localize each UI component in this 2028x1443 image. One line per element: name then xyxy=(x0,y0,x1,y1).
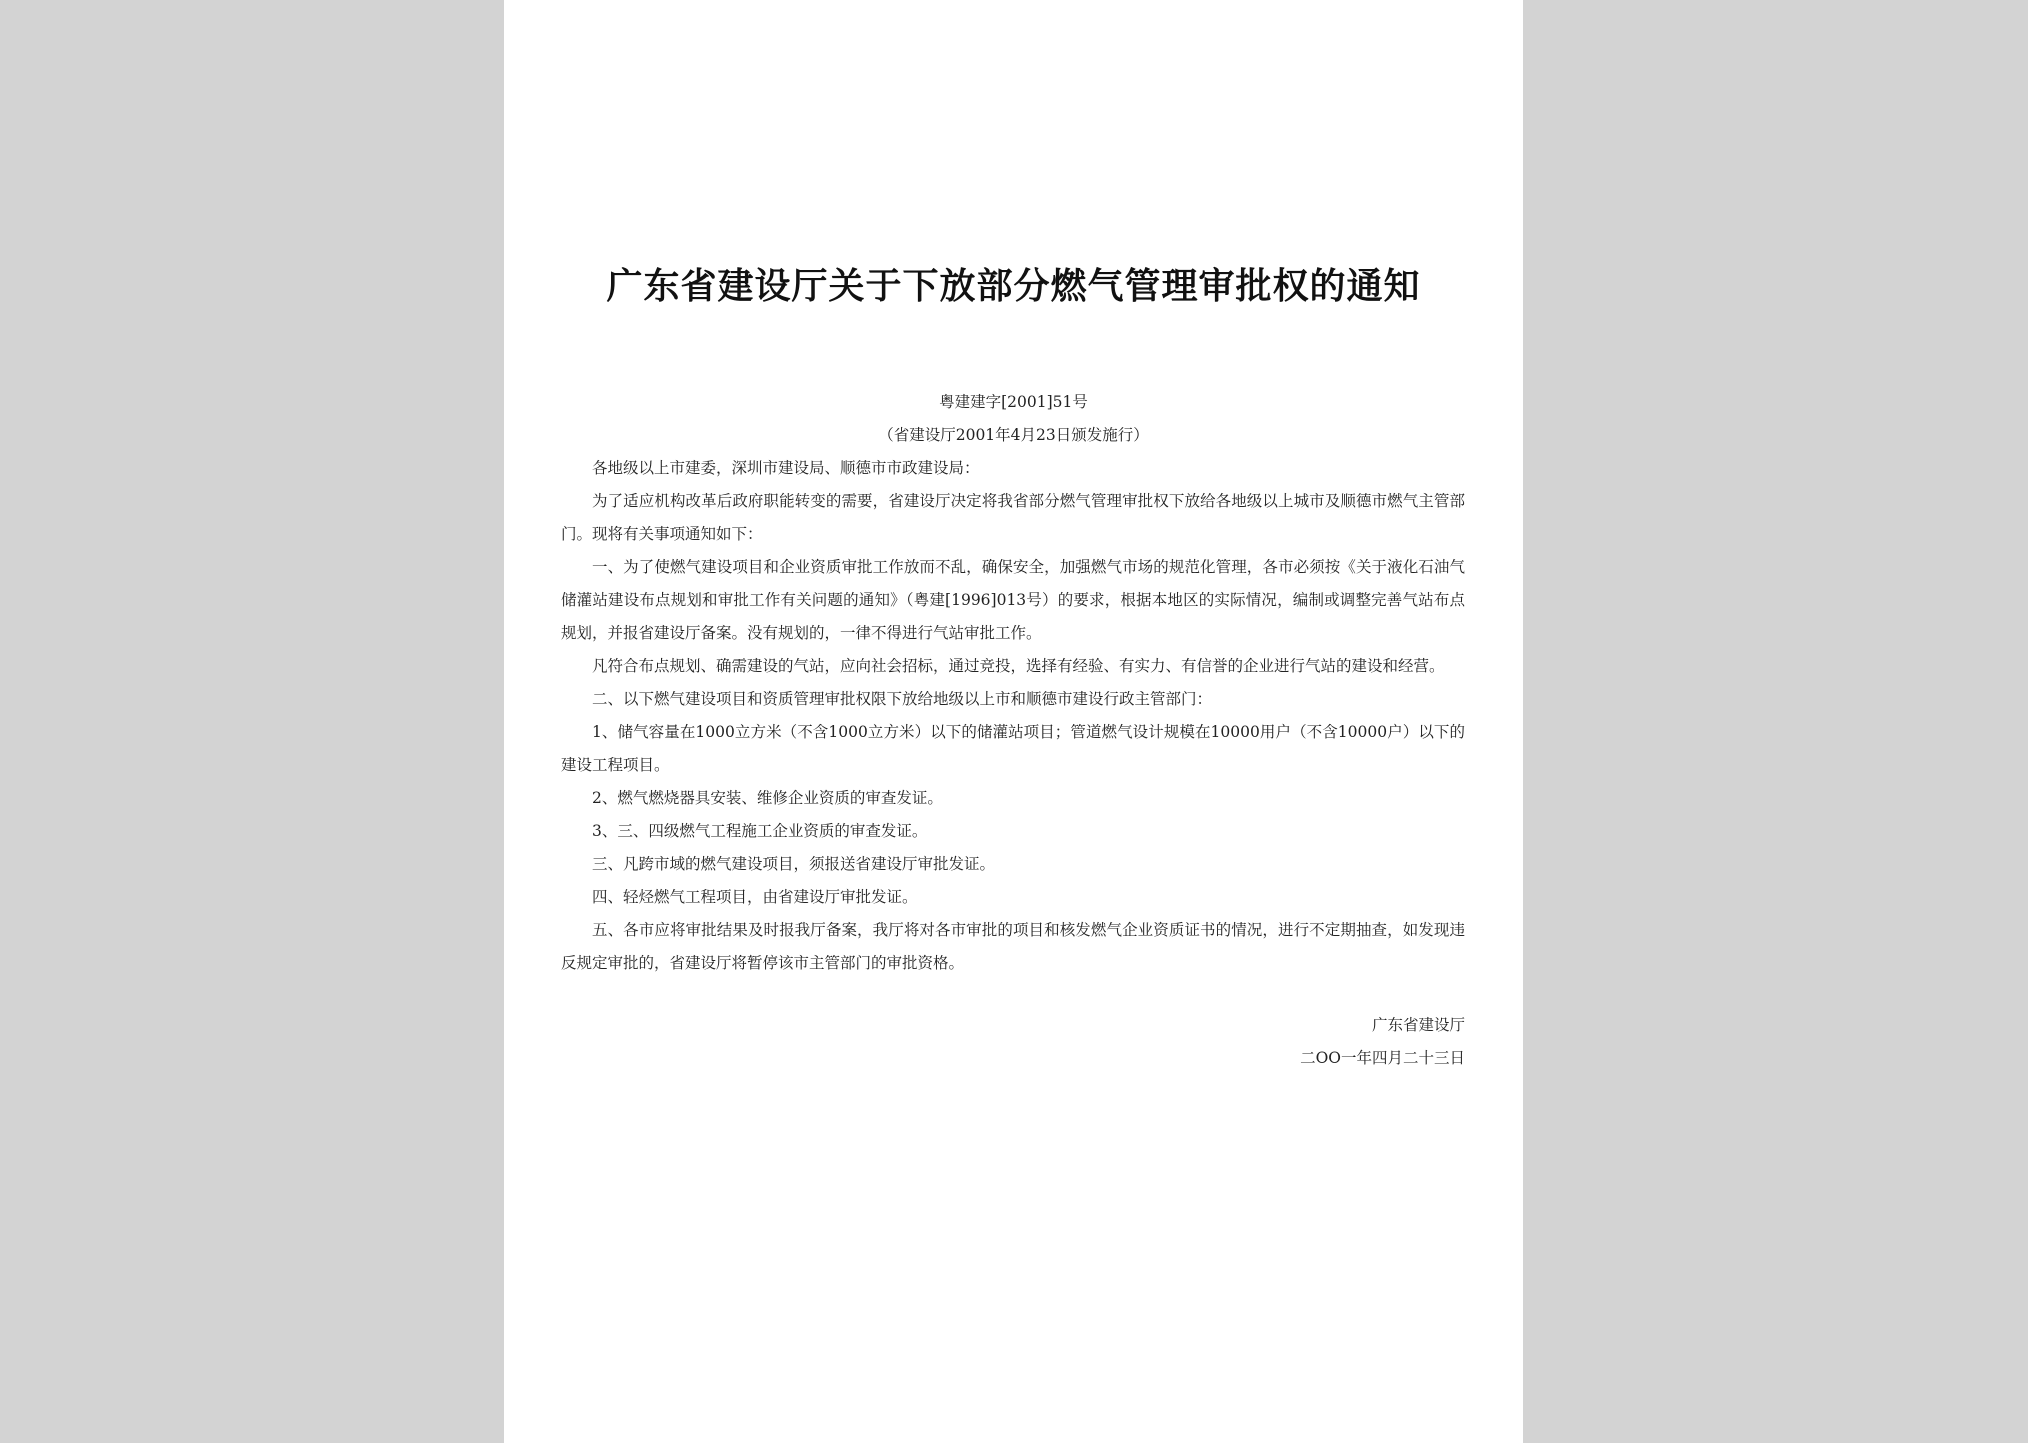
signature-date: 二OO一年四月二十三日 xyxy=(1300,1049,1465,1067)
paragraph-item-3: 三、凡跨市域的燃气建设项目，须报送省建设厅审批发证。 xyxy=(592,855,996,873)
document-number: 粤建建字[2001]51号 xyxy=(939,393,1088,411)
paragraph-item-2-3: 3、三、四级燃气工程施工企业资质的审查发证。 xyxy=(592,822,928,840)
paragraph-intro: 为了适应机构改革后政府职能转变的需要，省建设厅决定将我省部分燃气管理审批权下放给各地级以上城市及顺德市燃气主管部门。现将有关事项通知如下： xyxy=(561,492,1465,543)
paragraph-item-1-note: 凡符合布点规划、确需建设的气站，应向社会招标，通过竞投，选择有经验、有实力、有信誉的企业进行气站的建设和经营。 xyxy=(592,657,1445,675)
signature-issuer: 广东省建设厅 xyxy=(1371,1016,1465,1034)
signature-block xyxy=(1300,1009,1465,1075)
document-body xyxy=(561,452,1465,980)
paragraph-item-1: 一、为了使燃气建设项目和企业资质审批工作放而不乱，确保安全，加强燃气市场的规范化管理，各市必须按《关于液化石油气储灌站建设布点规划和审批工作有关问题的通知》（粤建[1996]013号）的要求，根据本地区的实际情况，编制或调整完善气站布点规划，并报省建设厅备案。没有规划的，一律不得进行气站审批工作。 xyxy=(561,558,1465,642)
paragraph-item-2: 二、以下燃气建设项目和资质管理审批权限下放给地级以上市和顺德市建设行政主管部门： xyxy=(592,690,1213,708)
paragraph-item-5: 五、各市应将审批结果及时报我厅备案，我厅将对各市审批的项目和核发燃气企业资质证书的情况，进行不定期抽查，如发现违反规定审批的，省建设厅将暂停该市主管部门的审批资格。 xyxy=(561,921,1465,972)
paragraph-item-4: 四、轻烃燃气工程项目，由省建设厅审批发证。 xyxy=(592,888,918,906)
paragraph-item-2-2: 2、燃气燃烧器具安装、维修企业资质的审查发证。 xyxy=(592,789,943,807)
paragraph-addressees: 各地级以上市建委，深圳市建设局、顺德市市政建设局： xyxy=(592,459,980,477)
issued-note: （省建设厅2001年4月23日颁发施行） xyxy=(878,426,1149,444)
document-page xyxy=(504,0,1523,1443)
paragraph-item-2-1: 1、储气容量在1000立方米（不含1000立方米）以下的储灌站项目；管道燃气设计规模在10000用户（不含10000户）以下的建设工程项目。 xyxy=(561,723,1465,774)
document-title: 广东省建设厅关于下放部分燃气管理审批权的通知 xyxy=(606,265,1421,307)
